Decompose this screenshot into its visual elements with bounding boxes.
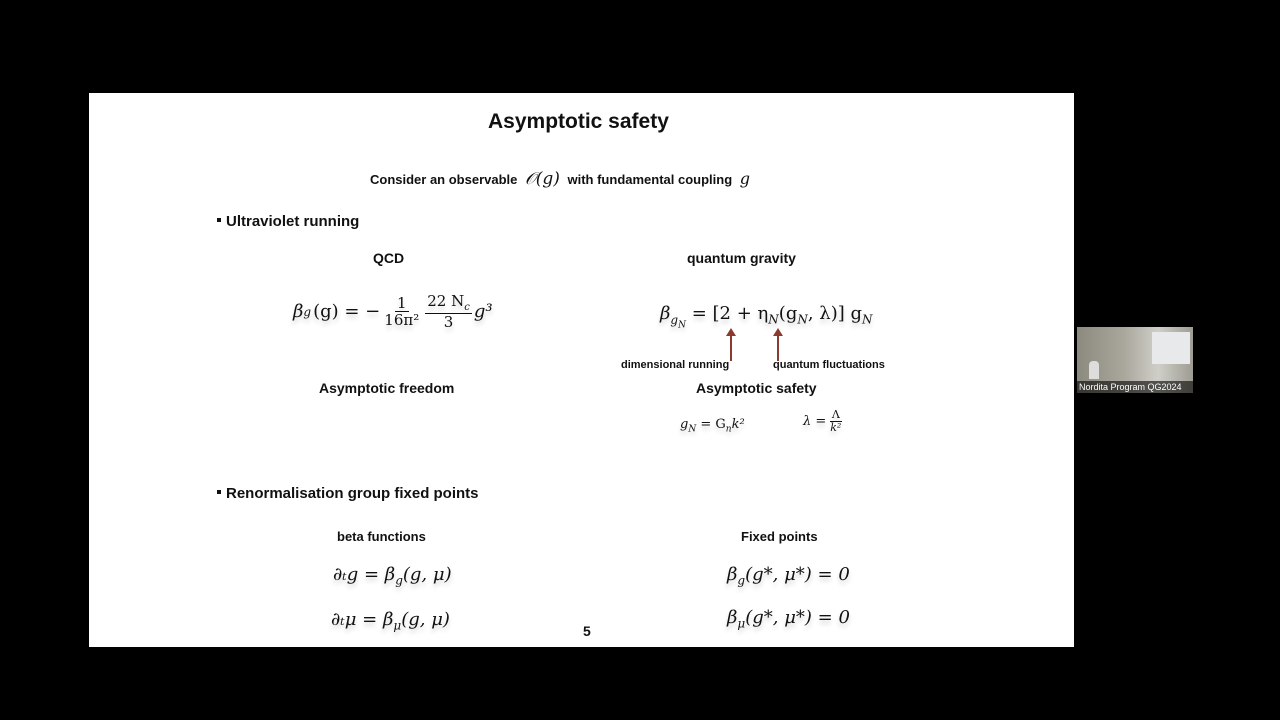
lambda-definition bbox=[803, 409, 845, 434]
gn-def-rhs: = G bbox=[700, 417, 726, 432]
qcd-frac-2 bbox=[425, 293, 472, 331]
arrow-up-icon bbox=[730, 335, 732, 361]
fp-mu: β bbox=[727, 607, 738, 628]
lambda-def-lhs: λ = bbox=[803, 414, 827, 430]
qcd-beta-symbol: β bbox=[293, 301, 304, 323]
gn-def-tail: k² bbox=[731, 417, 745, 432]
gn-def-lhs: g bbox=[680, 417, 689, 432]
qcd-frac-1 bbox=[382, 295, 421, 329]
qcd-heading: QCD bbox=[373, 250, 405, 266]
intro-var: g bbox=[739, 169, 751, 188]
lambda-den: k² bbox=[830, 421, 842, 435]
section-ultraviolet-running bbox=[217, 213, 359, 230]
qg-beta-sub: g bbox=[670, 312, 679, 327]
eq-dtg: ∂ₜg = β bbox=[333, 564, 396, 585]
slide-title: Asymptotic safety bbox=[488, 110, 669, 133]
page-number: 5 bbox=[583, 623, 591, 639]
qg-args: (g bbox=[778, 303, 798, 324]
beta-mu-equation bbox=[331, 609, 450, 633]
qcd-beta-sub: g bbox=[303, 304, 312, 319]
eq-dtmu-args: (g, μ) bbox=[401, 609, 450, 630]
section2-label: Renormalisation group fixed points bbox=[226, 485, 479, 502]
frac2-num-sub: c bbox=[464, 302, 470, 313]
fp-g-args: (g*, μ*) = 0 bbox=[745, 564, 850, 585]
beta-g-equation bbox=[333, 564, 452, 588]
fp-mu-sub: μ bbox=[737, 616, 746, 631]
video-speaker bbox=[1089, 361, 1099, 379]
arrow-up-icon bbox=[777, 335, 779, 361]
label-dimensional-running: dimensional running bbox=[621, 359, 730, 371]
section1-label: Ultraviolet running bbox=[226, 213, 360, 230]
presentation-slide bbox=[89, 93, 1074, 647]
qg-args2: , λ)] g bbox=[807, 303, 862, 324]
asymptotic-freedom-label: Asymptotic freedom bbox=[319, 380, 455, 396]
intro-math: 𝒪(g) bbox=[525, 169, 560, 189]
frac1-num: 1 bbox=[396, 293, 407, 312]
beta-functions-heading: beta functions bbox=[337, 529, 426, 544]
qg-beta-rhs: = [2 + η bbox=[691, 303, 769, 324]
frac2-num-text: 22 N bbox=[427, 292, 465, 310]
fixed-point-g-equation bbox=[727, 564, 850, 588]
fp-g-sub: g bbox=[737, 573, 746, 588]
section-rg-fixed-points bbox=[217, 485, 479, 502]
eq-dtmu-sub: μ bbox=[393, 618, 402, 633]
qg-beta-subsub: N bbox=[678, 319, 686, 330]
label-quantum-fluctuations: quantum fluctuations bbox=[773, 359, 885, 371]
qg-beta-symbol: β bbox=[660, 303, 671, 324]
lambda-num: Λ bbox=[831, 408, 840, 421]
frac2-num bbox=[425, 293, 472, 314]
intro-line bbox=[370, 169, 750, 189]
asymptotic-safety-label: Asymptotic safety bbox=[696, 380, 817, 396]
gn-def-sub: N bbox=[688, 424, 697, 435]
intro-text2: with fundamental coupling bbox=[567, 172, 733, 187]
speaker-video-thumbnail[interactable] bbox=[1077, 327, 1193, 393]
intro-text: Consider an observable bbox=[370, 172, 518, 187]
gn-definition bbox=[680, 417, 745, 435]
qcd-beta-arg: (g) = − bbox=[313, 301, 381, 323]
qg-beta-equation bbox=[660, 303, 872, 330]
frac1-den: 16π² bbox=[384, 311, 420, 330]
fp-g: β bbox=[727, 564, 738, 585]
video-projector-screen bbox=[1152, 332, 1190, 364]
bullet-icon bbox=[217, 490, 221, 494]
bullet-icon bbox=[217, 218, 221, 222]
eq-dtg-args: (g, μ) bbox=[402, 564, 452, 585]
video-caption: Nordita Program QG2024 bbox=[1077, 381, 1193, 393]
eq-dtmu: ∂ₜμ = β bbox=[331, 609, 394, 630]
qg-args-sub: N bbox=[797, 312, 808, 327]
frac2-den: 3 bbox=[443, 313, 454, 331]
lambda-frac bbox=[828, 409, 843, 434]
qg-eta-sub: N bbox=[768, 312, 779, 327]
fp-mu-args: (g*, μ*) = 0 bbox=[745, 607, 850, 628]
eq-dtg-sub: g bbox=[395, 573, 403, 588]
gn-def-rhs-sub: n bbox=[725, 424, 732, 435]
fixed-point-mu-equation bbox=[727, 607, 850, 631]
qcd-beta-equation bbox=[293, 293, 493, 331]
qcd-tail: g³ bbox=[473, 301, 493, 323]
quantum-gravity-heading: quantum gravity bbox=[687, 250, 796, 266]
qg-gn-sub: N bbox=[861, 312, 873, 327]
fixed-points-heading: Fixed points bbox=[741, 529, 818, 544]
